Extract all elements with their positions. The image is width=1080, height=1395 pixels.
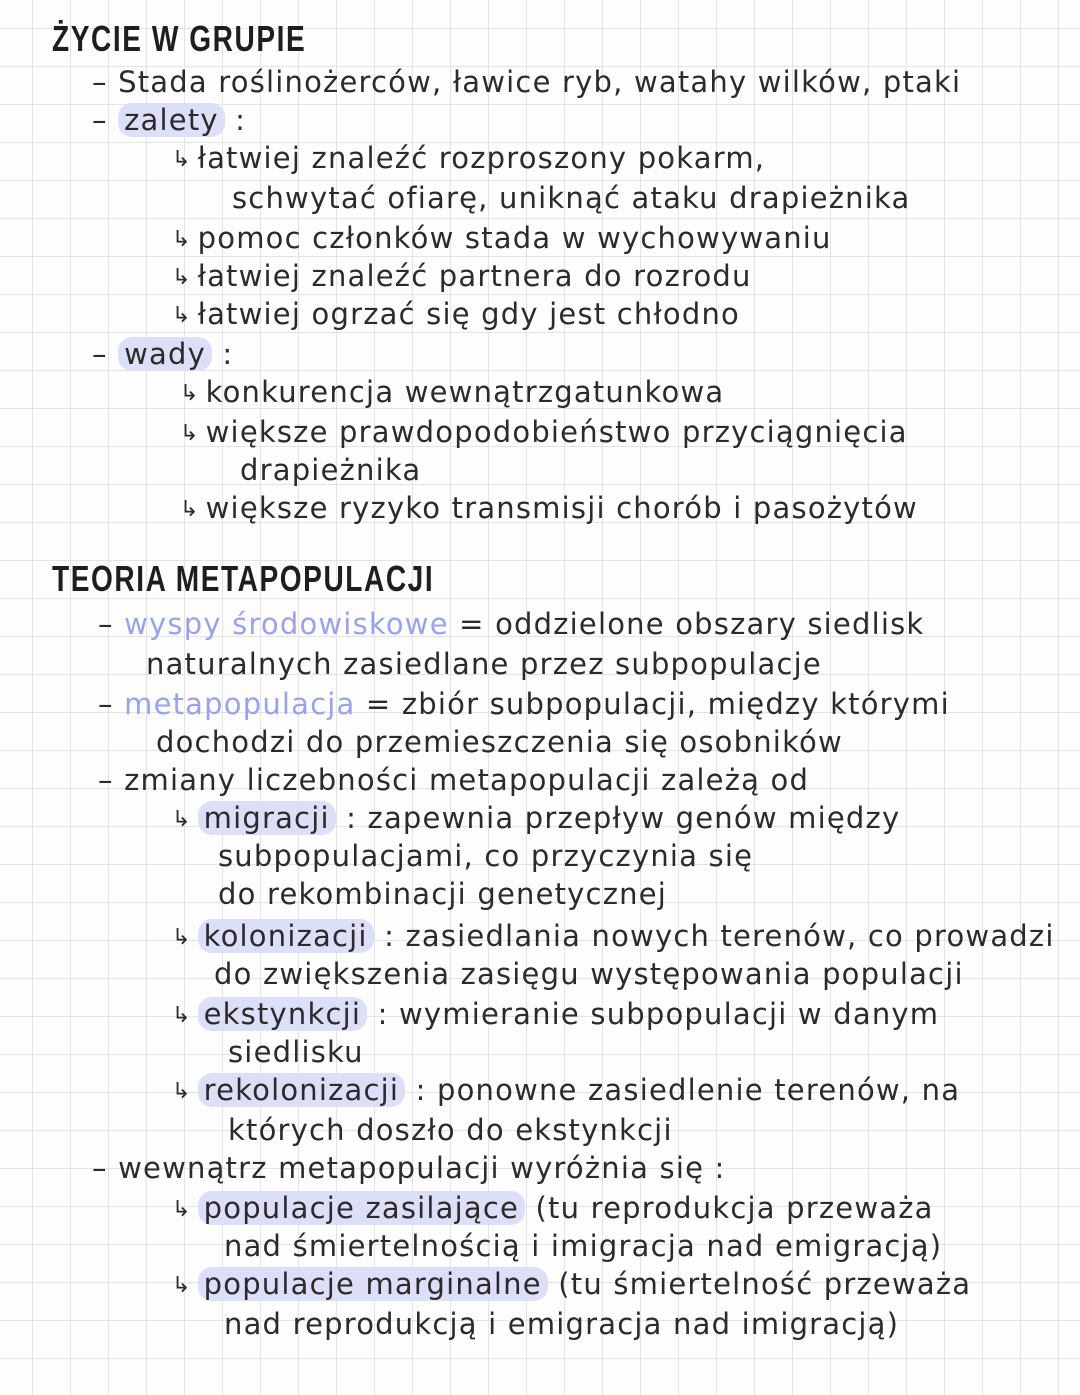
advantage-item: ↳ łatwiej ogrzać się gdy jest chłodno — [172, 296, 740, 334]
arrow-icon: ↳ — [172, 303, 192, 328]
source-populations: ↳ populacje zasilające (tu reprodukcja przeważa — [172, 1190, 934, 1228]
sink-populations-term: populacje marginalne — [198, 1267, 548, 1301]
arrow-icon: ↳ — [180, 421, 200, 446]
disadvantage-item-cont: drapieżnika — [240, 453, 422, 487]
source-populations-cont: nad śmiertelnością i imigracja nad emigracją) — [224, 1229, 943, 1263]
factor-colonization-cont: do zwiększenia zasięgu występowania populacji — [214, 957, 964, 991]
disadvantage-item: ↳ większe ryzyko transmisji chorób i pasożytów — [180, 490, 918, 528]
within-intro: – wewnątrz metapopulacji wyróżnia się : — [92, 1151, 726, 1185]
advantages-label: zalety — [118, 103, 225, 137]
arrow-icon: ↳ — [172, 1003, 192, 1028]
arrow-icon: ↳ — [172, 1273, 192, 1298]
section-title-metapopulation: TEORIA METAPOPULACJI — [52, 558, 435, 599]
disadvantages-heading: – wady : — [92, 337, 234, 371]
factor-extinction: ↳ ekstynkcji : wymieranie subpopulacji w danym — [172, 996, 939, 1034]
islands-term: wyspy środowiskowe — [124, 607, 449, 641]
arrow-icon: ↳ — [180, 381, 200, 406]
disadvantages-label: wady — [118, 337, 212, 371]
extinction-term: ekstynkcji — [198, 997, 368, 1031]
section-title-group-life: ŻYCIE W GRUPIE — [52, 18, 307, 59]
metapopulation-term: metapopulacja — [124, 687, 356, 721]
advantages-heading: – zalety : — [92, 103, 247, 137]
islands-definition-cont: naturalnych zasiedlane przez subpopulacje — [146, 647, 822, 681]
migration-term: migracji — [198, 801, 336, 835]
factor-recolonization: ↳ rekolonizacji : ponowne zasiedlenie terenów, na — [172, 1072, 960, 1110]
advantage-item-cont: schwytać ofiarę, uniknąć ataku drapieżnika — [232, 181, 911, 215]
arrow-icon: ↳ — [172, 1197, 192, 1222]
arrow-icon: ↳ — [172, 265, 192, 290]
arrow-icon: ↳ — [172, 227, 192, 252]
sink-populations-cont: nad reprodukcją i emigracja nad imigracją) — [224, 1307, 900, 1341]
factor-migration: ↳ migracji : zapewnia przepływ genów między — [172, 800, 900, 838]
recolonization-term: rekolonizacji — [198, 1073, 406, 1107]
sink-populations: ↳ populacje marginalne (tu śmiertelność przeważa — [172, 1266, 971, 1304]
metapopulation-definition: – metapopulacja = zbiór subpopulacji, między którymi — [98, 687, 950, 721]
factor-migration-cont: subpopulacjami, co przyczynia się — [218, 839, 754, 873]
arrow-icon: ↳ — [172, 807, 192, 832]
group-examples-line: – Stada roślinożerców, ławice ryb, watahy wilków, ptaki — [92, 65, 962, 99]
colonization-term: kolonizacji — [198, 919, 374, 953]
arrow-icon: ↳ — [172, 1079, 192, 1104]
arrow-icon: ↳ — [172, 925, 192, 950]
factor-recolonization-cont: których doszło do ekstynkcji — [228, 1113, 673, 1147]
arrow-icon: ↳ — [180, 497, 200, 522]
metapopulation-definition-cont: dochodzi do przemieszczenia się osobników — [156, 725, 843, 759]
factor-colonization: ↳ kolonizacji : zasiedlania nowych terenów, co prowadzi — [172, 918, 1055, 956]
source-populations-term: populacje zasilające — [198, 1191, 525, 1225]
arrow-icon: ↳ — [172, 147, 192, 172]
advantage-item: ↳ pomoc członków stada w wychowywaniu — [172, 220, 832, 258]
advantage-item: ↳ łatwiej znaleźć partnera do rozrodu — [172, 258, 752, 296]
factor-extinction-cont: siedlisku — [228, 1035, 364, 1069]
islands-definition: – wyspy środowiskowe = oddzielone obszary siedlisk — [98, 607, 925, 641]
factor-migration-cont: do rekombinacji genetycznej — [218, 877, 667, 911]
disadvantage-item: ↳ konkurencja wewnątrzgatunkowa — [180, 374, 724, 412]
advantage-item: ↳ łatwiej znaleźć rozproszony pokarm, — [172, 140, 765, 178]
disadvantage-item: ↳ większe prawdopodobieństwo przyciągnięcia — [180, 414, 908, 452]
changes-intro: – zmiany liczebności metapopulacji zależą od — [98, 763, 810, 797]
